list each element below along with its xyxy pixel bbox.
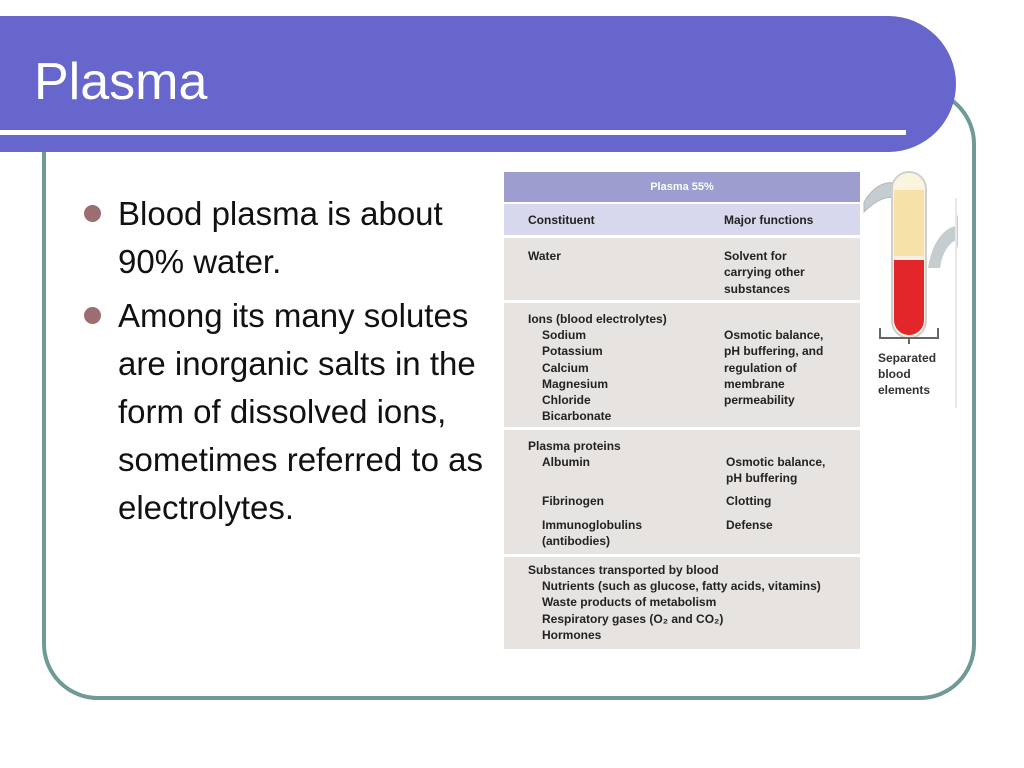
constituent-substances: Substances transported by blood [528, 563, 719, 577]
arrow-elements-icon [928, 214, 958, 268]
bullet-text: Among its many solutes are inorganic salts in the form of dissolved ions, sometimes referred to as electrolytes. [118, 297, 483, 526]
title-rule [0, 130, 906, 135]
bullet-dot-icon [84, 205, 101, 222]
separated-elements-label: Separated blood elements [878, 351, 937, 397]
function-albumin: Osmotic balance, pH buffering [726, 455, 826, 486]
bullet-list [80, 190, 490, 538]
column-major-functions: Major functions [724, 213, 814, 227]
bullet-text: Blood plasma is about 90% water. [118, 195, 443, 280]
plasma-table [504, 172, 860, 652]
function-immunoglobulins: Defense [726, 518, 773, 532]
table-header: Plasma 55% [504, 172, 860, 202]
constituent-proteins: Plasma proteins [528, 439, 621, 453]
table-row-ions [504, 300, 860, 427]
protein-fibrinogen: Fibrinogen [542, 494, 604, 508]
protein-immunoglobulins: Immunoglobulins (antibodies) [542, 518, 642, 549]
bullet-dot-icon [84, 307, 101, 324]
column-constituent: Constituent [528, 213, 595, 227]
function-ions: Osmotic balance, pH buffering, and regulation of membrane permeability [724, 328, 824, 408]
tube-plasma-layer [894, 190, 924, 258]
function-water: Solvent for carrying other substances [724, 249, 805, 296]
ion-list: Sodium Potassium Calcium Magnesium Chloride Bicarbonate [542, 328, 612, 424]
bullet-item [80, 292, 490, 532]
table-column-headers [504, 202, 860, 235]
substance-list: Nutrients (such as glucose, fatty acids, vitamins) Waste products of metabolism Respiratory gases (O₂ and CO₂) Hormones [542, 579, 821, 642]
table-row-proteins [504, 427, 860, 554]
table-row-water [504, 235, 860, 300]
tube-blood-layer [894, 258, 924, 335]
constituent-ions: Ions (blood electrolytes) [528, 312, 667, 326]
constituent-water: Water [528, 249, 561, 263]
tube-buffy-coat [894, 256, 924, 260]
function-fibrinogen: Clotting [726, 494, 772, 508]
table-row-substances [504, 554, 860, 649]
slide-title: Plasma [34, 53, 208, 111]
bullet-item [80, 190, 490, 286]
protein-albumin: Albumin [542, 455, 590, 469]
